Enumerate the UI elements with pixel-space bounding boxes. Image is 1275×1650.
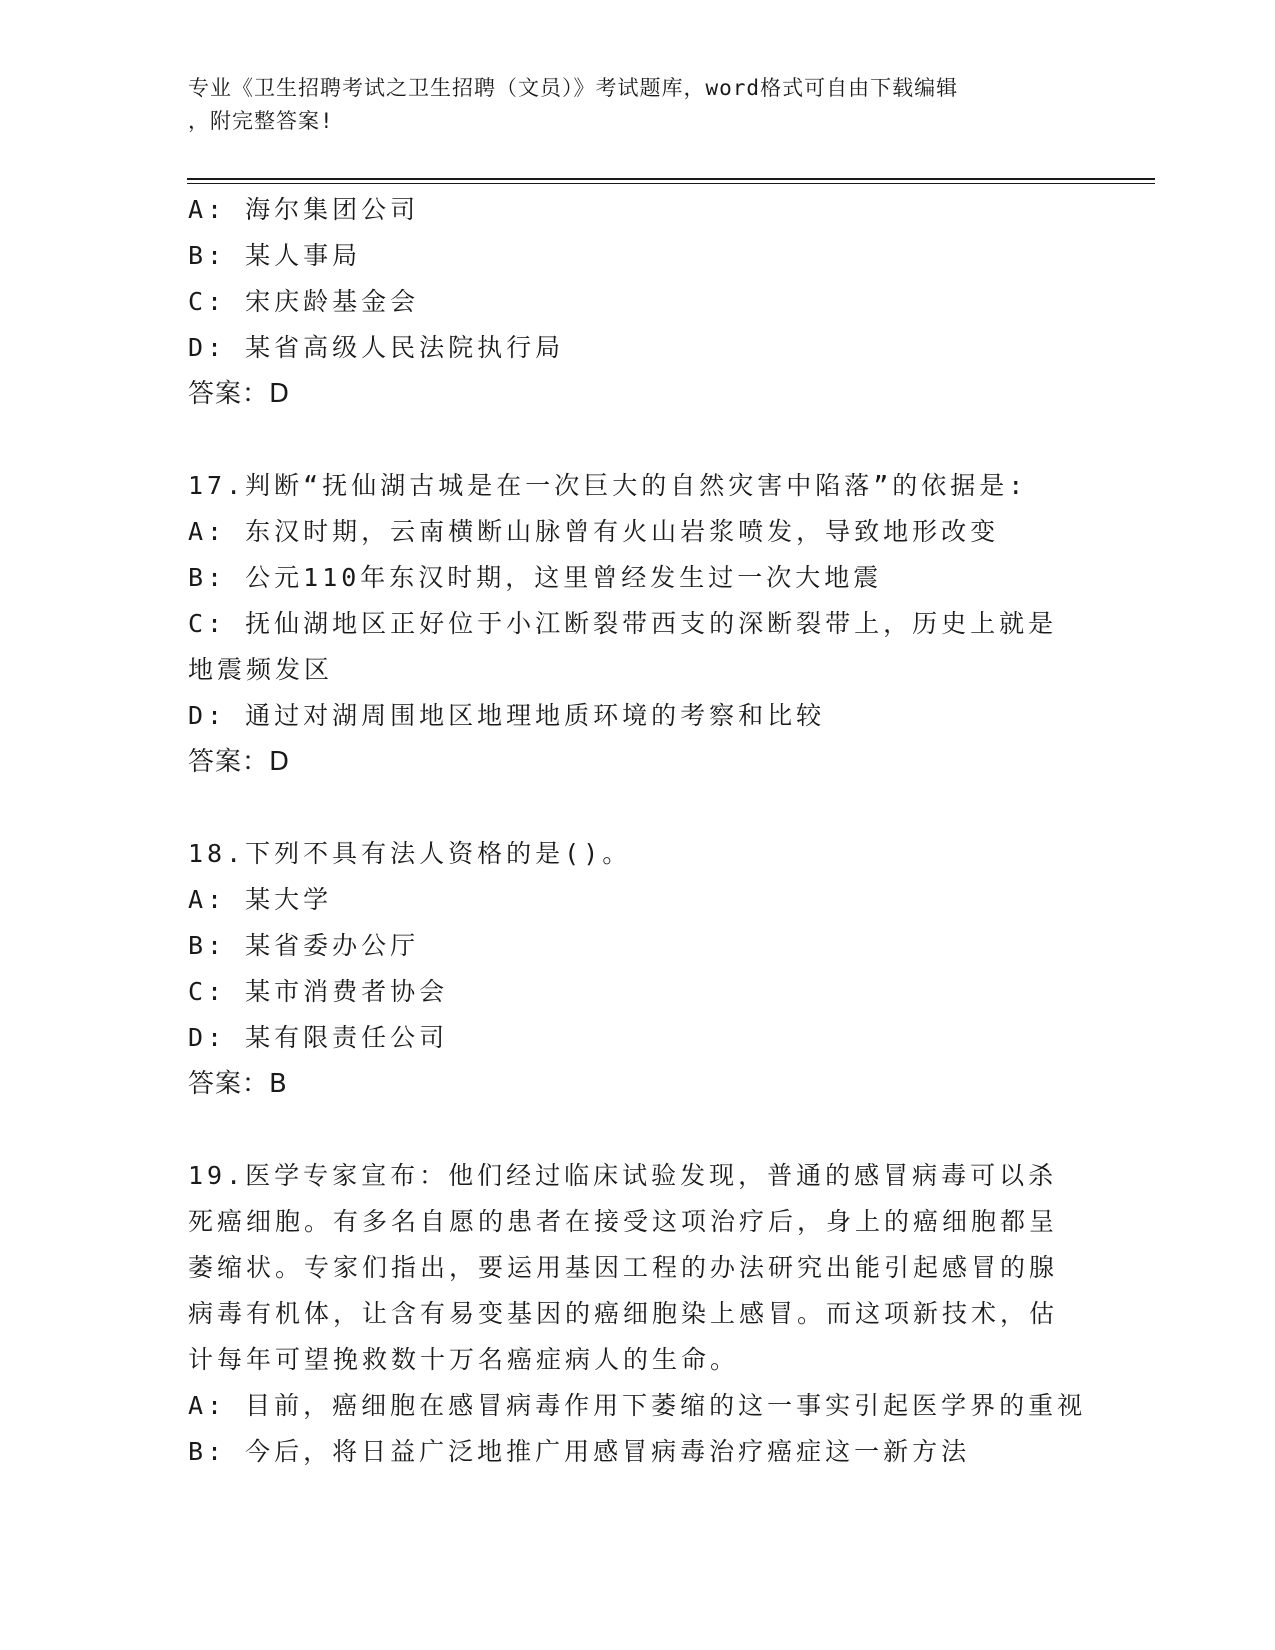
header-rule-thin xyxy=(187,183,1155,184)
option-c: C: 某市消费者协会 xyxy=(188,977,449,1006)
option-c: C: 抚仙湖地区正好位于小江断裂带西支的深断裂带上，历史上就是地震频发区 xyxy=(188,609,1058,684)
question-list xyxy=(188,187,1088,1475)
option-a: A: 海尔集团公司 xyxy=(188,195,420,224)
option-b: B: 某人事局 xyxy=(188,241,362,270)
header-line-1: 专业《卫生招聘考试之卫生招聘（文员）》考试题库，word格式可自由下载编辑 xyxy=(188,76,959,100)
spacer xyxy=(188,1107,1088,1153)
question-18 xyxy=(188,831,1088,1107)
option-b: B: 某省委办公厅 xyxy=(188,931,420,960)
header-line-2: ，附完整答案! xyxy=(188,109,334,133)
document-header xyxy=(188,72,1068,138)
question-19 xyxy=(188,1153,1088,1475)
answer-line: 答案：B xyxy=(188,1069,288,1099)
option-b: B: 公元110年东汉时期，这里曾经发生过一次大地震 xyxy=(188,563,883,592)
spacer xyxy=(188,417,1088,463)
header-rule-thick xyxy=(187,178,1155,180)
question-text: 18.下列不具有法人资格的是()。 xyxy=(188,839,632,868)
option-a: A: 某大学 xyxy=(188,885,333,914)
answer-line: 答案：D xyxy=(188,379,291,409)
question-17 xyxy=(188,463,1088,785)
option-b: B: 今后，将日益广泛地推广用感冒病毒治疗癌症这一新方法 xyxy=(188,1437,971,1466)
option-c: C: 宋庆龄基金会 xyxy=(188,287,420,316)
question-text: 19.医学专家宣布：他们经过临床试验发现，普通的感冒病毒可以杀死癌细胞。有多名自愿的患者在接受这项治疗后，身上的癌细胞都呈萎缩状。专家们指出，要运用基因工程的办法研究出能引起感冒的腺病毒有机体，让含有易变基因的癌细胞染上感冒。而这项新技术，估计每年可望挽救数十万名癌症病人的生命。 xyxy=(188,1161,1059,1374)
option-d: D: 某有限责任公司 xyxy=(188,1023,449,1052)
option-a: A: 目前，癌细胞在感冒病毒作用下萎缩的这一事实引起医学界的重视 xyxy=(188,1391,1087,1420)
question-16 xyxy=(188,187,1088,417)
answer-line: 答案：D xyxy=(188,747,291,777)
spacer xyxy=(188,785,1088,831)
option-d: D: 通过对湖周围地区地理地质环境的考察和比较 xyxy=(188,701,826,730)
question-text: 17.判断“抚仙湖古城是在一次巨大的自然灾害中陷落”的依据是: xyxy=(188,471,1028,500)
option-a: A: 东汉时期，云南横断山脉曾有火山岩浆喷发，导致地形改变 xyxy=(188,517,1000,546)
option-d: D: 某省高级人民法院执行局 xyxy=(188,333,565,362)
